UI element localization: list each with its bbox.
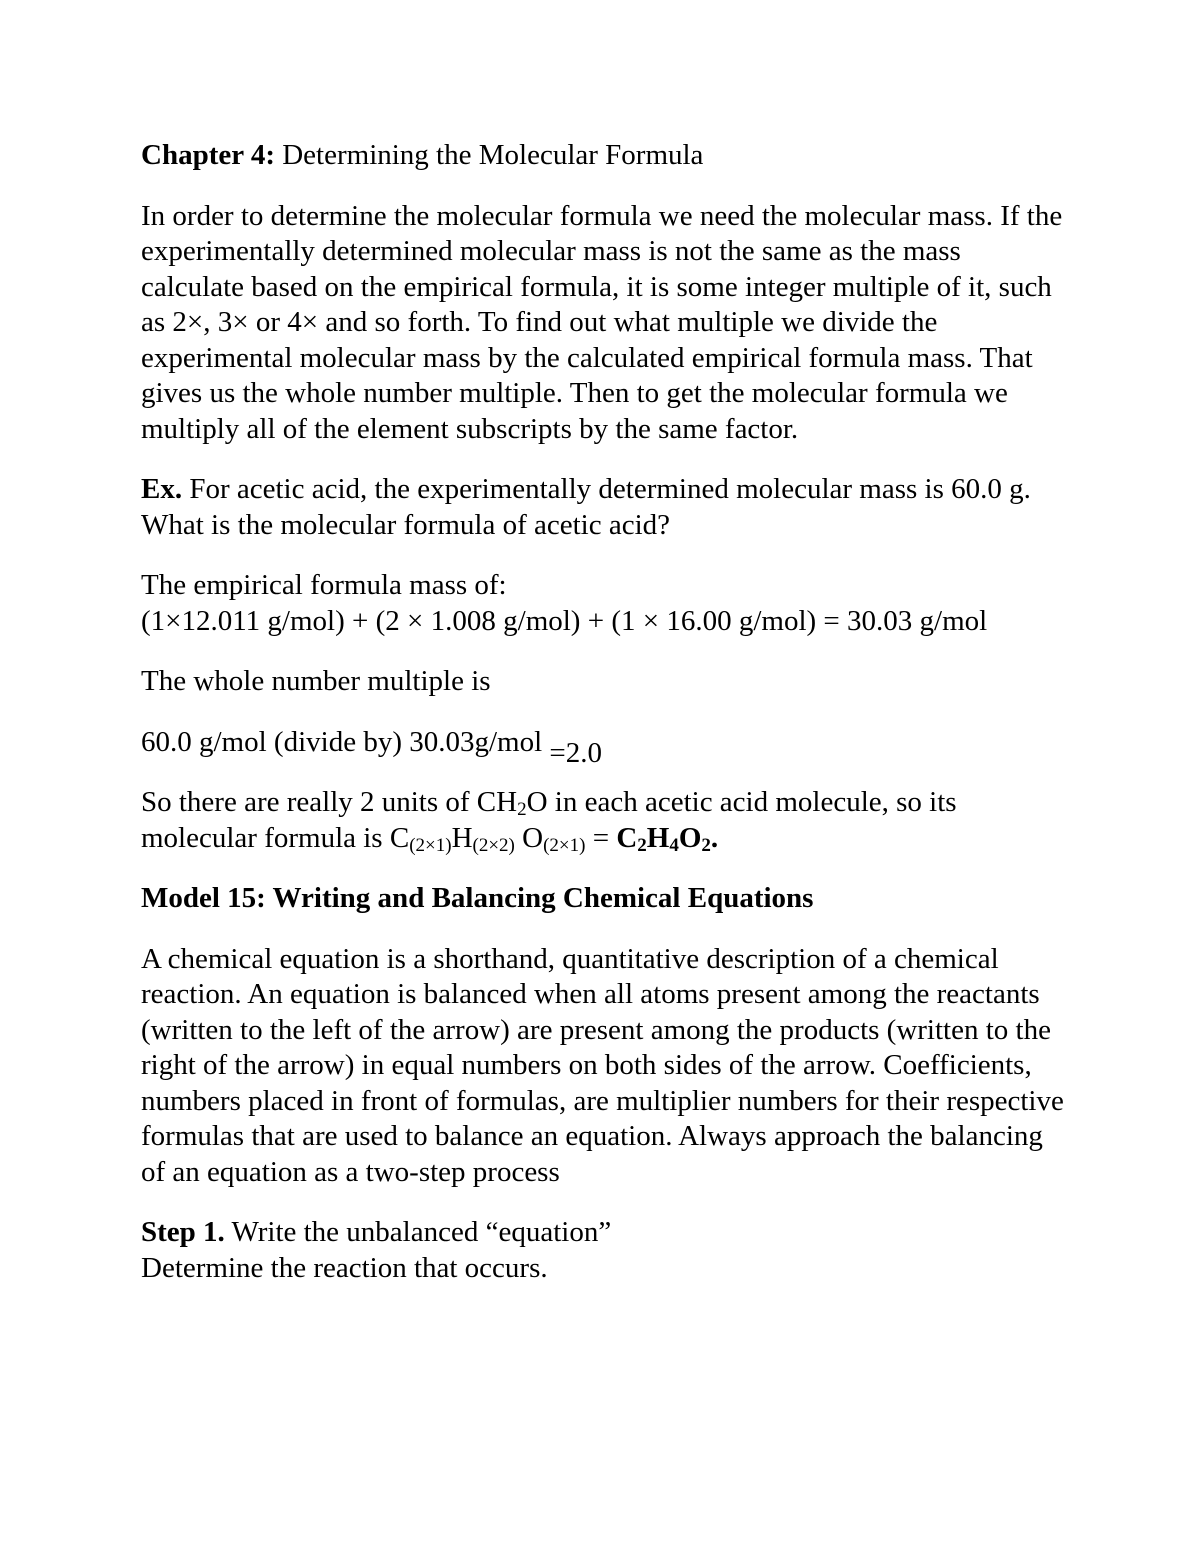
conclusion-line2-pre: molecular formula is [141, 821, 390, 854]
conclusion-line1-pre: So there are really 2 units of CH [141, 786, 518, 818]
step1-label: Step 1. [141, 1216, 225, 1248]
conclusion-ch2o-sub: 2 [517, 799, 527, 820]
final-h: H [646, 821, 670, 854]
conclusion-line1-post: O in each acetic acid molecule, so its [526, 786, 957, 818]
model-heading [141, 881, 1071, 917]
example-text: For acetic acid, the experimentally determined molecular mass is 60.0 g. What is the molecular formula of acetic acid? [141, 473, 1031, 541]
formula-h-sub: (2×2) [472, 834, 515, 856]
formula-o: O [514, 821, 544, 854]
formula-c-sub: (2×1) [409, 834, 452, 856]
multiple-calculation [141, 725, 1071, 769]
empirical-heading: The empirical formula mass of: [141, 569, 507, 601]
model-paragraph: A chemical equation is a shorthand, quantitative description of a chemical reaction. An equation is balanced when all atoms present among the reactants (written to the left of the arrow) are present among the products (written to the right of the arrow) in equal numbers on both sides of the arrow. Coefficients, numbers placed in front of formulas, are multiplier numbers for their respective formulas that are used to balance an equation. Always approach the balancing of an equation as a two-step process [141, 942, 1064, 1188]
final-o-sub: 2 [701, 834, 711, 856]
formula-o-sub: (2×1) [543, 834, 586, 856]
final-o: O [678, 821, 702, 854]
formula-h: H [451, 821, 473, 854]
intro-paragraph: In order to determine the molecular formula we need the molecular mass. If the experimentally determined molecular mass is not the same as the mass calculate based on the empirical formula, it is some integer multiple of it, such as 2×, 3× or 4× and so forth. To find out what multiple we divide the experimental molecular mass by the calculated empirical formula mass. That gives us the whole number multiple. Then to get the molecular formula we multiply all of the element subscripts by the same factor. [141, 199, 1063, 445]
final-period: . [710, 821, 719, 854]
multiple-heading: The whole number multiple is [141, 665, 491, 697]
step1-detail: Determine the reaction that occurs. [141, 1251, 548, 1284]
conclusion-paragraph [141, 785, 1071, 856]
chapter-title: Determining the Molecular Formula [274, 139, 704, 171]
final-h-sub: 4 [669, 834, 679, 856]
chapter-heading [141, 138, 1071, 174]
model-title: Model 15: Writing and Balancing Chemical Equations [141, 882, 814, 914]
final-c-sub: 2 [637, 834, 647, 856]
formula-c: C [389, 821, 410, 854]
formula-equals: = [585, 821, 617, 854]
step1-heading [141, 1215, 1071, 1251]
multiple-calc-text: 60.0 g/mol (divide by) 30.03g/mol [141, 725, 550, 758]
document-page [141, 138, 1071, 1286]
step1-text: Write the unbalanced “equation” [224, 1216, 612, 1248]
empirical-calculation: (1×12.011 g/mol) + (2 × 1.008 g/mol) + (1 × 16.00 g/mol) = 30.03 g/mol [141, 604, 988, 637]
chapter-label: Chapter 4: [141, 139, 275, 171]
molecular-formula [616, 822, 718, 854]
multiple-result: =2.0 [549, 736, 603, 769]
example-label: Ex. [141, 473, 183, 505]
example-paragraph [141, 472, 1071, 543]
final-c: C [616, 821, 638, 854]
